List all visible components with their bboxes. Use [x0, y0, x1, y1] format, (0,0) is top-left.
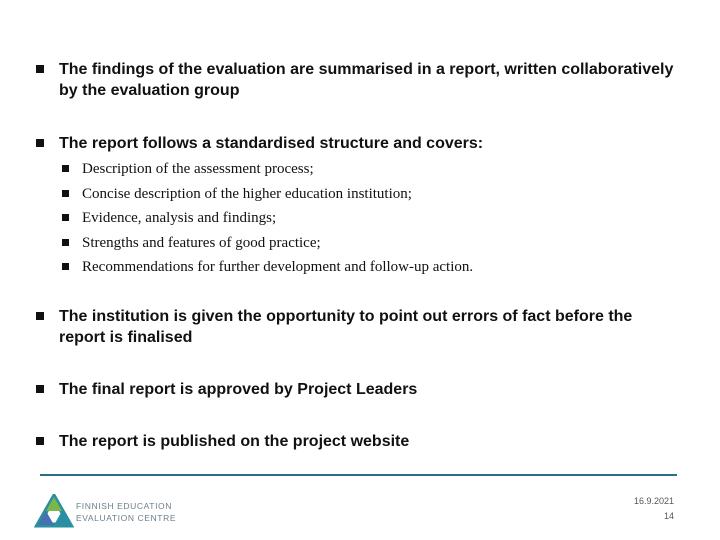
bullet-text: The report is published on the project website [59, 433, 410, 450]
bullet-publication [36, 431, 676, 452]
structure-sub-list [62, 157, 473, 280]
page-number: 14 [663, 511, 674, 521]
list-item [62, 231, 473, 256]
square-bullet-icon [36, 65, 44, 73]
list-item [62, 182, 473, 207]
bullet-structure [36, 133, 676, 154]
sub-item-text: Description of the assessment process; [82, 161, 314, 177]
square-bullet-icon [36, 312, 44, 320]
logo-line-1: FINNISH EDUCATION [76, 501, 172, 511]
list-item [62, 255, 473, 280]
bullet-approval [36, 379, 676, 400]
sub-item-text: Concise description of the higher education institution; [82, 185, 412, 202]
square-bullet-icon [36, 437, 44, 445]
logo-line-2: EVALUATION CENTRE [76, 513, 177, 523]
slide-date: 16.9.2021 [633, 496, 674, 506]
square-bullet-icon [62, 214, 69, 221]
feec-logo-icon [34, 494, 74, 530]
bullet-findings [36, 59, 676, 101]
list-item [62, 157, 473, 182]
sub-item-text: Strengths and features of good practice; [82, 234, 321, 251]
square-bullet-icon [36, 385, 44, 393]
footer-divider [40, 474, 677, 476]
sub-item-text: Evidence, analysis and findings; [82, 210, 277, 226]
bullet-errors-of-fact [36, 306, 676, 348]
square-bullet-icon [62, 190, 69, 197]
list-item [62, 206, 473, 231]
square-bullet-icon [62, 239, 69, 246]
organisation-name [76, 500, 176, 524]
square-bullet-icon [36, 139, 44, 147]
bullet-text: The findings of the evaluation are summarised in a report, written collaboratively by the evaluation group [59, 61, 674, 99]
square-bullet-icon [62, 165, 69, 172]
sub-item-text: Recommendations for further development and follow-up action. [82, 259, 474, 275]
bullet-text: The final report is approved by Project Leaders [59, 381, 418, 398]
bullet-text: The report follows a standardised structure and covers: [59, 135, 484, 152]
bullet-text: The institution is given the opportunity to point out errors of fact before the report is finalised [59, 308, 633, 346]
square-bullet-icon [62, 263, 69, 270]
